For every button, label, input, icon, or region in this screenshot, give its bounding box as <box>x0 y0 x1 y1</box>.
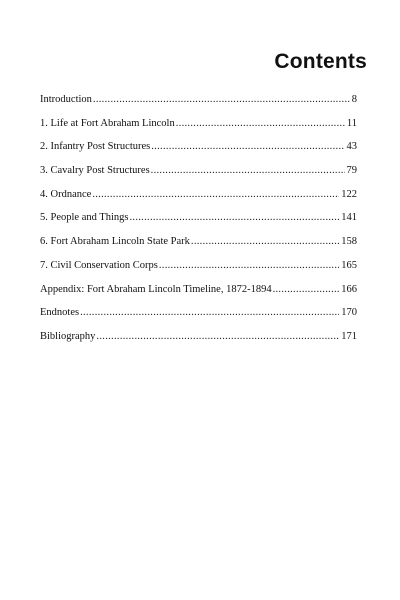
toc-entry-chapter-1 <box>40 115 357 139</box>
toc-entry-label: Appendix: Fort Abraham Lincoln Timeline, 1872-1894 <box>40 283 272 295</box>
toc-entry-chapter-6 <box>40 233 357 257</box>
toc-entry-label: Introduction <box>40 94 92 105</box>
dot-leader <box>151 162 345 180</box>
toc-entry-bibliography <box>40 328 357 352</box>
page-title: Contents <box>274 50 367 73</box>
dot-leader <box>129 209 339 227</box>
toc-entry-page-number: 171 <box>341 330 357 342</box>
toc-entry-page-number: 166 <box>341 283 357 295</box>
toc-entry-page-number: 165 <box>341 259 357 271</box>
dot-leader <box>176 115 345 133</box>
toc-entry-page-number: 158 <box>341 236 357 248</box>
toc-entry-label: 6. Fort Abraham Lincoln State Park <box>40 236 190 248</box>
toc-entry-endnotes <box>40 304 357 328</box>
toc-entry-label: 2. Infantry Post Structures <box>40 141 151 153</box>
toc-entry-chapter-2 <box>40 138 357 162</box>
toc-entry-label: 5. People and Things <box>40 212 129 224</box>
dot-leader <box>159 257 339 275</box>
toc-entry-chapter-5 <box>40 209 357 233</box>
toc-entry-label: 1. Life at Fort Abraham Lincoln <box>40 117 175 129</box>
dot-leader <box>92 186 339 204</box>
toc-entry-page-number: 8 <box>351 94 357 105</box>
dot-leader <box>96 328 339 346</box>
dot-leader <box>93 91 350 109</box>
toc-entry-label: Bibliography <box>40 330 96 342</box>
dot-leader <box>273 281 340 299</box>
dot-leader <box>191 233 339 251</box>
toc-entry-label: 7. Civil Conservation Corps <box>40 259 158 271</box>
toc-entry-page-number: 141 <box>341 212 357 224</box>
toc-entry-page-number: 122 <box>341 188 357 200</box>
toc-entry-chapter-3 <box>40 162 357 186</box>
toc-entry-page-number: 43 <box>346 141 357 153</box>
toc-entry-introduction <box>40 91 357 115</box>
toc-entry-chapter-7 <box>40 257 357 281</box>
toc-entry-page-number: 11 <box>346 117 357 129</box>
toc-entry-label: 3. Cavalry Post Structures <box>40 165 150 177</box>
dot-leader <box>151 138 344 156</box>
toc-entry-page-number: 79 <box>346 165 357 177</box>
toc-entry-appendix <box>40 281 357 305</box>
toc-entry-label: 4. Ordnance <box>40 188 92 200</box>
toc-entry-chapter-4 <box>40 186 357 210</box>
toc-entry-label: Endnotes <box>40 307 80 319</box>
toc-entry-page-number: 170 <box>341 307 357 319</box>
dot-leader <box>80 304 339 322</box>
table-of-contents <box>40 91 357 352</box>
